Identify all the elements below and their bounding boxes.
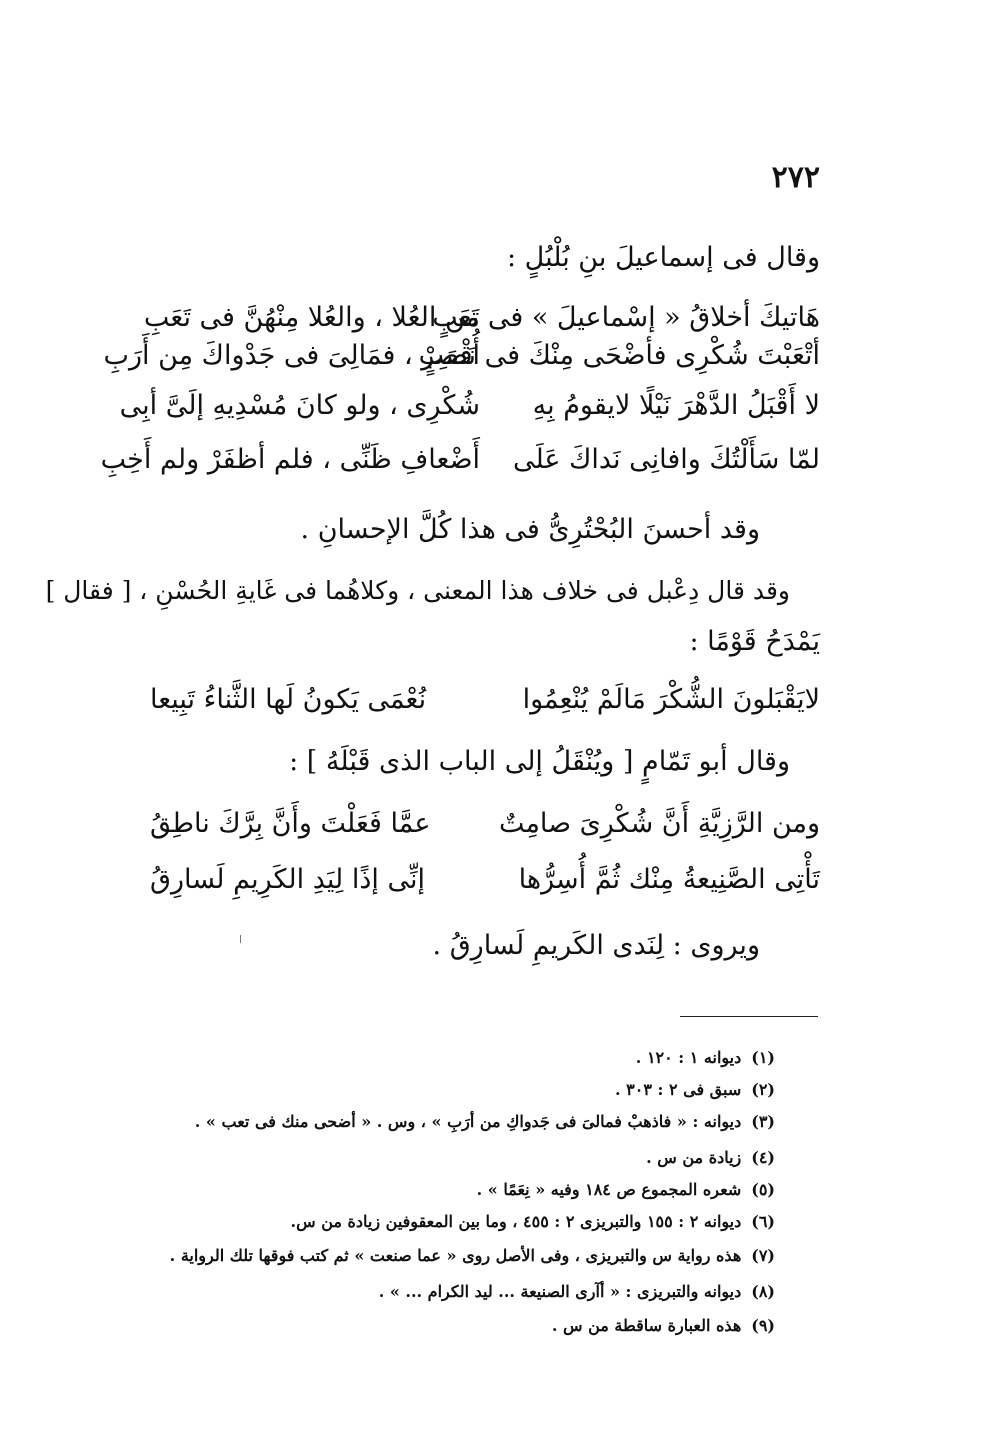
footnote: [615, 1080, 775, 1099]
footnote-text: ديوانه والتبريزى : « أآرى الصنيعة ... ليد الكرام ... » .: [378, 1282, 742, 1301]
verse-first-hemistich: هَاتيكَ أخلاقُ « إسْماعيلَ » فى تَعَبٍ: [432, 302, 820, 333]
verse-second-hemistich: إنِّى إذًا لِيَدِ الكَرِيمِ لَسارِقُ: [150, 864, 425, 895]
footnote: [195, 1112, 775, 1131]
verse-line: [150, 864, 820, 895]
verse-line: [100, 444, 820, 475]
footnote-number: (٩): [751, 1316, 775, 1335]
footnote: [552, 1316, 775, 1335]
footnote: [379, 1282, 775, 1301]
verse-first-hemistich: تَأْتِى الصَّنِيعةُ مِنْك ثُمَّ أُسِرُّها: [518, 864, 820, 895]
footnote-text: هذه رواية س والتبريزى ، وفى الأصل روى « عما صنعت » ثم كتب فوقها تلك الرواية .: [169, 1246, 742, 1265]
footnote-text: هذه العبارة ساقطة من س .: [551, 1316, 742, 1335]
verse-second-hemistich: أَضْعافِ ظَنِّى ، فلم أظفَرْ ولم أَخِبِ: [100, 444, 480, 475]
footnote: [477, 1180, 775, 1199]
footnote-number: (٨): [751, 1282, 775, 1301]
footnote-number: (٥): [751, 1180, 775, 1199]
footnote-number: (٧): [751, 1246, 775, 1265]
verse-first-hemistich: لمّا سَأَلْتُكَ وافانِى نَداكَ عَلَى: [512, 444, 820, 475]
stray-mark: [240, 935, 241, 943]
verse-line: [150, 808, 820, 839]
paragraph: ويروى : لِنَدى الكَريمِ لَسارِقُ .: [432, 930, 760, 961]
verse-second-hemistich: شُكْرِى ، ولو كانَ مُسْدِيهِ إلَىَّ أبِى: [119, 390, 480, 421]
footnote-number: (٢): [751, 1080, 775, 1099]
verse-second-hemistich: عمَّا فَعَلْتَ وأَنَّ بِرَّكَ ناطِقُ: [150, 808, 431, 839]
verse-first-hemistich: لا أَقْبَلُ الدَّهْرَ نَيْلًا لايقومُ بِهِ: [532, 390, 820, 421]
paragraph-continued: يَمْدَحُ قَوْمًا :: [689, 626, 820, 657]
verse-line: [143, 302, 820, 333]
intro-line: وقال فى إسماعيلَ بنِ بُلْبُلٍ :: [507, 242, 820, 273]
verse-second-hemistich: أُقْصِرْ ، فمَالِىَ فى جَدْواكَ مِن أَرَبِ: [103, 340, 480, 371]
footnote-number: (٤): [751, 1148, 775, 1167]
footnote-text: شعره المجموع ص ١٨٤ وفيه « نِعَمًا » .: [476, 1180, 742, 1199]
footnote: [646, 1148, 775, 1167]
footnote-text: ديوانه ١ : ١٢٠ .: [635, 1048, 742, 1067]
footnote-text: ديوانه : « فاذهبْ فمالىَ فى جَدواكِ من أرَبِ » ، وس . « أضحى منك فى تعب » .: [194, 1112, 742, 1131]
footnote-text: زيادة من س .: [646, 1148, 742, 1167]
page-number: ٢٧٢: [771, 160, 820, 195]
footnote-number: (٦): [751, 1212, 775, 1231]
footnote-separator: [680, 1016, 818, 1017]
paragraph: وقد أحسنَ البُحْتُرِىُّ فى هذا كُلَّ الإحسانِ .: [300, 514, 760, 545]
verse-first-hemistich: لايَقْبَلونَ الشُّكْرَ مَالَمْ يُنْعِمُوا: [522, 684, 820, 715]
footnote-number: (١): [751, 1048, 775, 1067]
verse-line: [119, 390, 820, 421]
paragraph: وقد قال دِعْبل فى خلاف هذا المعنى ، وكلاهُما فى غَايةِ الحُسْنِ ، [ فقال ]: [45, 576, 790, 605]
footnote: [170, 1246, 775, 1265]
verse-second-hemistich: نُعْمَى يَكونُ لَها الثَّناءُ تَبِيعا: [150, 684, 427, 715]
verse-first-hemistich: أتْعَبْتَ شُكْرِى فأضْحَى مِنْكَ فى نَصَبٍ: [418, 340, 820, 371]
footnote-text: ديوانه ٢ : ١٥٥ والتبريزى ٢ : ٤٥٥ ، وما بين المعقوفين زيادة من س.: [290, 1212, 742, 1231]
footnote-text: سبق فى ٢ : ٣٠٣ .: [614, 1080, 742, 1099]
verse-line: [103, 340, 820, 371]
footnote-number: (٣): [751, 1112, 775, 1131]
verse-second-hemistich: من العُلا ، والعُلا مِنْهُنَّ فى تَعَبِ: [143, 302, 480, 333]
footnote: [291, 1212, 775, 1231]
paragraph: وقال أبو تَمّامٍ [ ويُنْقَلُ إلى الباب الذى قَبْلَهُ ] :: [289, 746, 790, 777]
verse-line: [150, 684, 820, 715]
footnote: [636, 1048, 775, 1067]
verse-first-hemistich: ومن الرَّزِيَّةِ أَنَّ شُكْرِىَ صامِتٌ: [498, 808, 820, 839]
